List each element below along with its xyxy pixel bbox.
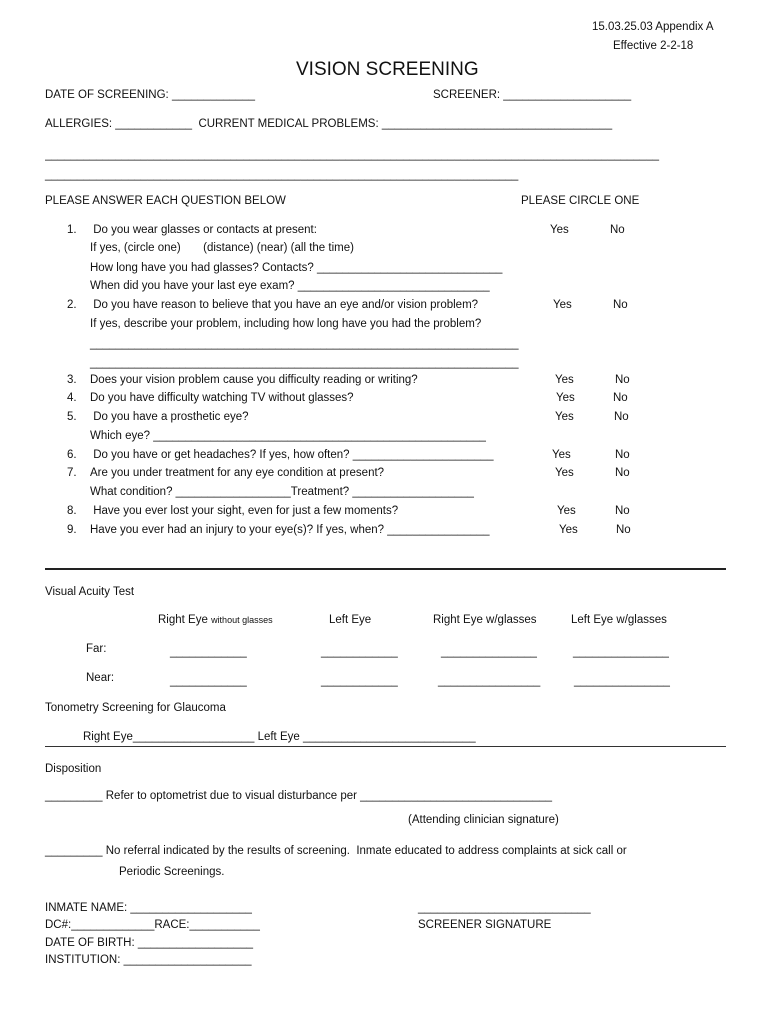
no-option[interactable]: No: [615, 374, 630, 386]
question-number: 2.: [67, 299, 77, 311]
near-right-eye-field[interactable]: ____________: [170, 675, 247, 687]
tonometry-divider: [45, 746, 726, 747]
far-label: Far:: [86, 643, 107, 655]
no-option[interactable]: No: [614, 411, 629, 423]
inmate-name-field[interactable]: INMATE NAME: ___________________: [45, 902, 252, 914]
visual-acuity-heading: Visual Acuity Test: [45, 586, 135, 598]
medical-problems-line-2[interactable]: __________________________________________________________________________: [45, 169, 519, 181]
yes-option[interactable]: Yes: [555, 467, 574, 479]
far-right-glasses-field[interactable]: _______________: [441, 646, 537, 658]
question-number: 6.: [67, 449, 77, 461]
tonometry-heading: Tonometry Screening for Glaucoma: [45, 702, 226, 714]
question-number: 9.: [67, 524, 77, 536]
question-text: Do you have difficulty watching TV without glasses?: [90, 392, 354, 404]
no-option[interactable]: No: [613, 392, 628, 404]
institution-field[interactable]: INSTITUTION: ____________________: [45, 954, 252, 966]
yes-option[interactable]: Yes: [550, 224, 569, 236]
question-text: Do you have reason to believe that you have an eye and/or vision problem?: [90, 299, 479, 311]
col-right-eye-label: Right Eye: [158, 614, 212, 626]
yes-option[interactable]: Yes: [559, 524, 578, 536]
question-answer-field[interactable]: Which eye? ____________________________________________________: [90, 430, 486, 442]
question-answer-field[interactable]: When did you have your last eye exam? ______________________________: [90, 280, 490, 292]
allergies-medical-field[interactable]: ALLERGIES: ____________ CURRENT MEDICAL PROBLEMS: ____________________________________: [45, 118, 613, 130]
screener-signature-label: SCREENER SIGNATURE: [418, 919, 552, 931]
attending-signature-label: (Attending clinician signature): [408, 814, 559, 826]
col-left-eye-glasses: Left Eye w/glasses: [571, 614, 667, 626]
question-number: 4.: [67, 392, 77, 404]
yes-option[interactable]: Yes: [552, 449, 571, 461]
question-text: Does your vision problem cause you difficulty reading or writing?: [90, 374, 418, 386]
far-left-glasses-field[interactable]: _______________: [573, 646, 669, 658]
question-answer-field[interactable]: How long have you had glasses? Contacts? _____________________________: [90, 262, 503, 274]
no-referral-line[interactable]: _________ No referral indicated by the results of screening. Inmate educated to address complaints at sick call or: [45, 845, 627, 857]
col-right-eye: [158, 613, 273, 627]
yes-option[interactable]: Yes: [555, 411, 574, 423]
question-text: Are you under treatment for any eye condition at present?: [90, 467, 385, 479]
question-subtext: If yes, describe your problem, including how long have you had the problem?: [90, 318, 482, 330]
question-answer-field[interactable]: ___________________________________________________________________: [90, 357, 519, 369]
circle-one-heading: PLEASE CIRCLE ONE: [521, 195, 640, 207]
no-option[interactable]: No: [615, 449, 630, 461]
no-referral-continuation: Periodic Screenings.: [119, 866, 225, 878]
far-left-eye-field[interactable]: ____________: [321, 646, 398, 658]
question-text[interactable]: Do you have or get headaches? If yes, how often? ______________________: [90, 449, 494, 461]
screener-signature-line[interactable]: ___________________________: [418, 902, 591, 914]
far-right-eye-field[interactable]: ____________: [170, 646, 247, 658]
question-text: Do you wear glasses or contacts at present:: [90, 224, 317, 236]
section-divider: [45, 568, 726, 570]
question-text: Do you have a prosthetic eye?: [90, 411, 249, 423]
no-option[interactable]: No: [610, 224, 625, 236]
dc-race-field[interactable]: DC#:_____________RACE:___________: [45, 919, 260, 931]
question-answer-field[interactable]: What condition? __________________Treatment? ___________________: [90, 486, 474, 498]
medical-problems-line-1[interactable]: ________________________________________________________________________________________________: [45, 149, 659, 161]
no-option[interactable]: No: [616, 524, 631, 536]
question-answer-field[interactable]: ___________________________________________________________________: [90, 338, 519, 350]
no-option[interactable]: No: [615, 505, 630, 517]
near-left-eye-field[interactable]: ____________: [321, 675, 398, 687]
question-subtext: If yes, (circle one) (distance) (near) (all the time): [90, 242, 354, 254]
question-number: 7.: [67, 467, 77, 479]
question-number: 8.: [67, 505, 77, 517]
screener-field[interactable]: SCREENER: ____________________: [433, 89, 632, 101]
col-right-eye-note: without glasses: [211, 615, 273, 625]
date-of-birth-field[interactable]: DATE OF BIRTH: __________________: [45, 937, 253, 949]
yes-option[interactable]: Yes: [555, 374, 574, 386]
question-number: 5.: [67, 411, 77, 423]
date-of-screening-field[interactable]: DATE OF SCREENING: _____________: [45, 89, 256, 101]
col-right-eye-glasses: Right Eye w/glasses: [433, 614, 537, 626]
refer-optometrist-line[interactable]: _________ Refer to optometrist due to visual disturbance per ______________________________: [45, 790, 553, 802]
appendix-label: 15.03.25.03 Appendix A: [592, 21, 714, 33]
effective-date: Effective 2-2-18: [613, 40, 694, 52]
near-left-glasses-field[interactable]: _______________: [574, 675, 670, 687]
col-left-eye: Left Eye: [329, 614, 372, 626]
questions-heading: PLEASE ANSWER EACH QUESTION BELOW: [45, 195, 286, 207]
no-option[interactable]: No: [615, 467, 630, 479]
no-option[interactable]: No: [613, 299, 628, 311]
question-text[interactable]: Have you ever had an injury to your eye(s)? If yes, when? ________________: [90, 524, 490, 536]
yes-option[interactable]: Yes: [556, 392, 575, 404]
yes-option[interactable]: Yes: [553, 299, 572, 311]
question-number: 1.: [67, 224, 77, 236]
question-number: 3.: [67, 374, 77, 386]
disposition-heading: Disposition: [45, 763, 102, 775]
tonometry-fields[interactable]: Right Eye___________________ Left Eye ___________________________: [83, 731, 476, 743]
question-text: Have you ever lost your sight, even for just a few moments?: [90, 505, 399, 517]
yes-option[interactable]: Yes: [557, 505, 576, 517]
near-label: Near:: [86, 672, 115, 684]
page-title: VISION SCREENING: [296, 59, 479, 80]
near-right-glasses-field[interactable]: ________________: [438, 675, 541, 687]
